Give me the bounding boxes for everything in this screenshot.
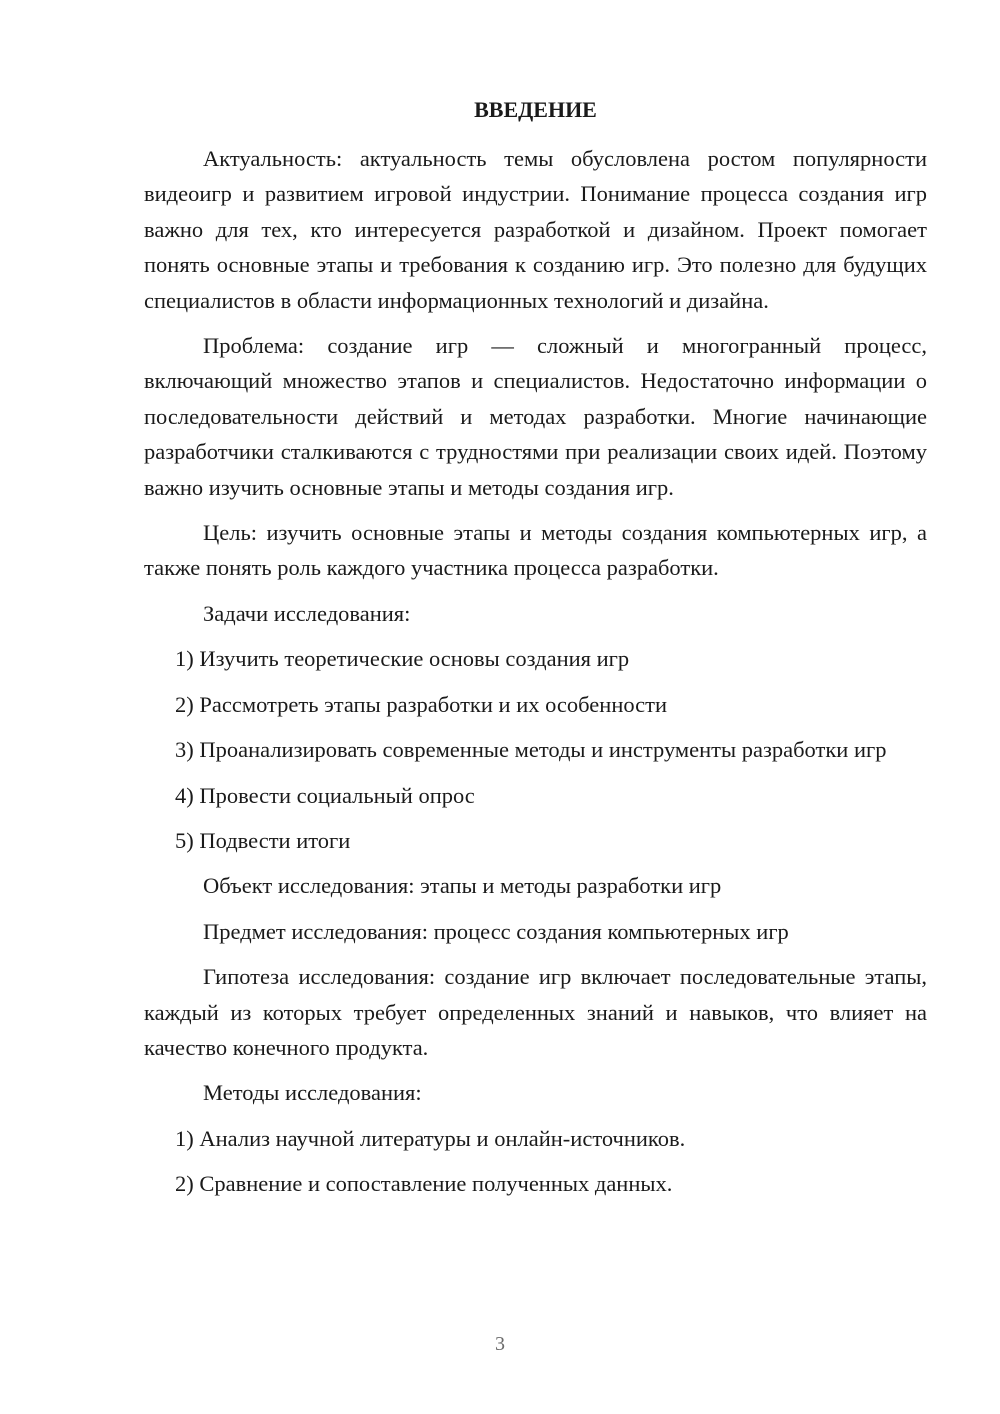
goal-paragraph: Цель: изучить основные этапы и методы создания компьютерных игр, а также понять роль каждого участника процесса разработки. (144, 520, 927, 581)
page-content (144, 95, 927, 1212)
task-item: 5) Подвести итоги (175, 827, 351, 853)
page-number: 3 (495, 1333, 505, 1355)
page-title: ВВЕДЕНИЕ (474, 97, 597, 122)
task-item: 1) Изучить теоретические основы создания игр (175, 646, 630, 672)
method-item: 1) Анализ научной литературы и онлайн-источников. (175, 1125, 686, 1151)
method-item: 2) Сравнение и сопоставление полученных данных. (175, 1171, 673, 1197)
tasks-heading: Задачи исследования: (203, 600, 411, 626)
hypothesis-paragraph: Гипотеза исследования: создание игр включает последовательные этапы, каждый из которых требует определенных знаний и навыков, что влияет на качество конечного продукта. (144, 964, 927, 1060)
research-object: Объект исследования: этапы и методы разработки игр (203, 873, 722, 899)
task-item: 4) Провести социальный опрос (175, 782, 475, 808)
methods-heading: Методы исследования: (203, 1080, 422, 1106)
research-subject: Предмет исследования: процесс создания компьютерных игр (203, 918, 789, 944)
task-item: 3) Проанализировать современные методы и инструменты разработки игр (175, 737, 887, 763)
task-item: 2) Рассмотреть этапы разработки и их особенности (175, 691, 668, 717)
relevance-paragraph: Актуальность: актуальность темы обусловлена ростом популярности видеоигр и развитием игровой индустрии. Понимание процесса создания игр важно для тех, кто интересуется разработкой и дизайном. Проект помогает понять основные этапы и требования к созданию игр. Это полезно для будущих специалистов в области информационных технологий и дизайна. (144, 146, 927, 313)
problem-paragraph: Проблема: создание игр — сложный и многогранный процесс, включающий множество этапов и специалистов. Недостаточно информации о последовательности действий и методах разработки. Многие начинающие разработчики сталкиваются с трудностями при реализации своих идей. Поэтому важно изучить основные этапы и методы создания игр. (144, 333, 927, 500)
